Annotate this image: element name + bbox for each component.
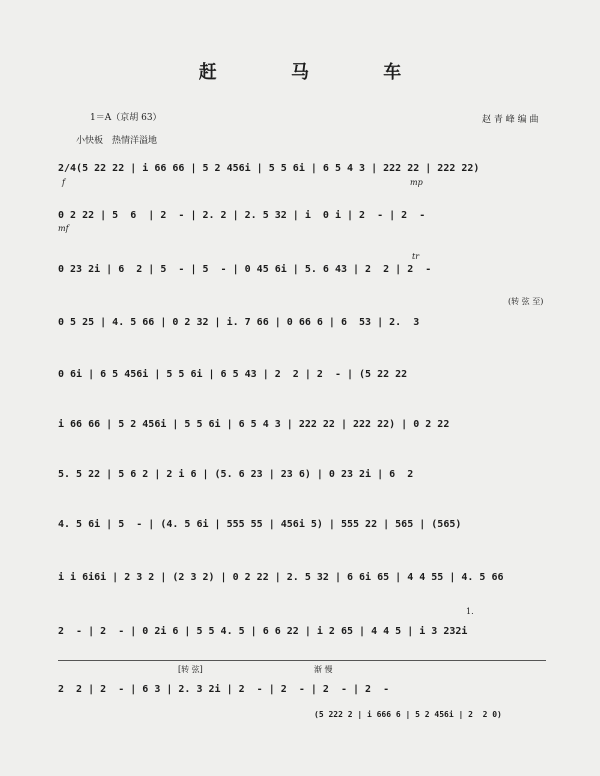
staff-line-12 xyxy=(314,704,546,734)
staff-line-text: 2 2 | 2 - | 6 3 | 2. 3 2i | 2 - | 2 - | 2 - | 2 - xyxy=(58,684,390,695)
staff-line-10 xyxy=(58,620,546,650)
staff-line-3 xyxy=(58,258,546,288)
staff-line-text: 0 2 22 | 5 6 | 2 - | 2. 2 | 2. 5 32 | i 0 i | 2 - | 2 - xyxy=(58,210,426,221)
staff-line-text: 0 6i | 6 5 456i | 5 5 6i | 6 5 43 | 2 2 | 2 - | (5 22 22 xyxy=(58,369,408,380)
staff-line-4 xyxy=(58,311,546,341)
score-title: 赶 马 车 xyxy=(198,62,436,83)
section-label: [转 弦] xyxy=(178,665,203,674)
volta-bracket: 1. xyxy=(466,607,474,616)
staff-line-8 xyxy=(58,513,546,543)
staff-line-text: (5 222 2 | i 666 6 | 5 2 456i | 2 2 0) xyxy=(314,710,502,719)
staff-line-text: 0 23 2i | 6 2 | 5 - | 5 - | 0 45 6i | 5. 6 43 | 2 2 | 2 - xyxy=(58,264,432,275)
staff-line-text: 0 5 25 | 4. 5 66 | 0 2 32 | i. 7 66 | 0 66 6 | 6 53 | 2. 3 xyxy=(58,317,420,328)
dynamic-forte: f xyxy=(62,178,65,187)
tempo-marking: 小快板 热情洋溢地 xyxy=(76,136,158,146)
staff-line-text: 2 - | 2 - | 0 2i 6 | 5 5 4. 5 | 6 6 22 | i 2 65 | 4 4 5 | i 3 232i xyxy=(58,626,468,637)
staff-line-2 xyxy=(58,204,546,234)
dynamic-mezzo-forte: mf xyxy=(58,224,69,233)
staff-line-9 xyxy=(58,566,546,596)
trill-mark: tr xyxy=(412,252,420,261)
bracket-annotation: (转 弦 至) xyxy=(508,297,544,306)
staff-line-6 xyxy=(58,413,546,443)
key-signature: 1＝A（京胡 63） xyxy=(90,113,162,123)
staff-line-text: 5. 5 22 | 5 6 2 | 2 i 6 | (5. 6 23 | 23 6) | 0 23 2i | 6 2 xyxy=(58,469,414,480)
dynamic-mezzo-piano: mp xyxy=(410,178,423,187)
staff-line-text: i 66 66 | 5 2 456i | 5 5 6i | 6 5 4 3 | 222 22 | 222 22) | 0 2 22 xyxy=(58,419,450,430)
staff-line-text: 2/4(5 22 22 | i 66 66 | 5 2 456i | 5 5 6i | 6 5 4 3 | 222 22 | 222 22) xyxy=(58,163,480,174)
rit-label: 渐 慢 xyxy=(314,665,333,674)
staff-line-5 xyxy=(58,363,546,393)
staff-line-7 xyxy=(58,463,546,493)
staff-line-1 xyxy=(58,157,546,187)
section-divider xyxy=(58,660,546,661)
staff-line-text: i i 6i6i | 2 3 2 | (2 3 2) | 0 2 22 | 2. 5 32 | 6 6i 65 | 4 4 55 | 4. 5 66 xyxy=(58,572,504,583)
composer-credit: 赵 青 峰 编 曲 xyxy=(482,115,539,125)
staff-line-text: 4. 5 6i | 5 - | (4. 5 6i | 555 55 | 456i 5) | 555 22 | 565 | (565) xyxy=(58,519,462,530)
